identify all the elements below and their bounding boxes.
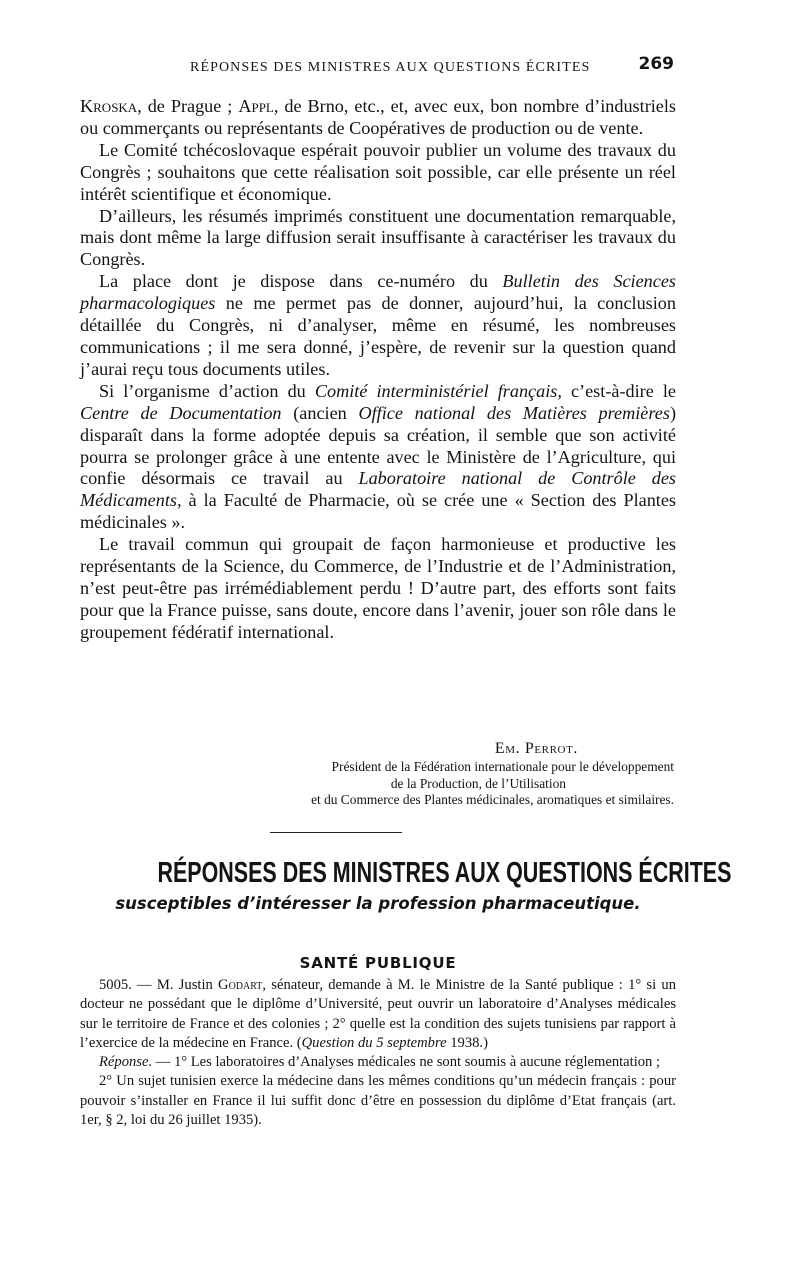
text-run: 5005. — M. Justin	[99, 977, 219, 993]
text-run: c’est-à-dire le	[561, 380, 676, 401]
organisation-name: Office national des Matières premières	[358, 402, 670, 423]
person-name: Godart	[218, 977, 263, 993]
text-run: , de Prague ;	[137, 96, 239, 116]
signature-name: Em. Perrot.	[494, 740, 578, 757]
running-header	[80, 52, 676, 82]
text-run: (ancien	[281, 402, 359, 423]
paragraph-4	[80, 271, 676, 381]
paragraph-3: D’ailleurs, les résumés imprimés constituent une documentation remarquable, mais dont même la large diffusion serait insuffisante à caractériser les travaux du Congrès.	[80, 205, 676, 270]
text-run: ne me permet pas de donner, aujourd’hui, la conclusion détaillée du Congrès, ni d’analyser, même en résumé, les nombreuses communications ; il me sera donné, j’espère, de revenir sur la question quand j’aurai reçu tous documents utiles.	[80, 293, 676, 379]
paragraph-2: Le Comité tchécoslovaque espérait pouvoir publier un volume des travaux du Congrès ; souhaitons que cette réalisation soit possible, car elle présente un réel intérêt scientifique et économique.	[80, 139, 676, 204]
text-run: Si l’organisme d’action du	[99, 380, 315, 401]
question-date: Question du 5 septembre	[301, 1034, 447, 1051]
organisation-name: Centre de Documentation	[80, 402, 282, 423]
text-run: La place dont je dispose dans ce-numéro du	[99, 271, 503, 292]
section-title: RÉPONSES DES MINISTRES AUX QUESTIONS ÉCRITES	[157, 857, 732, 889]
question-answer-block	[80, 976, 676, 1130]
text-run: 1938.)	[446, 1034, 488, 1051]
signature-title-line: Président de la Fédération internationale pour le développement	[331, 759, 674, 774]
article-body	[80, 96, 676, 644]
answer-label: Réponse.	[99, 1054, 153, 1071]
page-number: 269	[638, 54, 674, 74]
person-name: Appl	[238, 96, 274, 116]
text-run: à la Faculté de Pharmacie, où se crée une « Section des Plantes médicinales ».	[80, 490, 676, 533]
journal-title: Bulletin des Sciences pharmacologiques	[80, 271, 676, 314]
text-run: , de Brno, etc., et, avec eux, bon nombre d’industriels ou commerçants ou représentants de Coopératives de production ou de vente.	[80, 96, 677, 138]
signature-title-line: et du Commerce des Plantes médicinales, aromatiques et similaires.	[311, 792, 674, 807]
text-run: ) disparaît dans la forme adoptée depuis sa création, il semble que son activité pourra se prolonger grâce à une entente avec le Ministère de l’Agriculture, qui confie désormais ce travail au	[80, 402, 676, 489]
section-subtitle: susceptibles d’intéresser la profession pharmaceutique.	[115, 894, 641, 913]
question-paragraph	[80, 976, 676, 1053]
organisation-name: Comité interministériel français,	[314, 380, 562, 401]
section-divider	[270, 832, 402, 833]
person-name: Kroska	[80, 96, 138, 116]
running-title: RÉPONSES DES MINISTRES AUX QUESTIONS ÉCRITES	[190, 60, 591, 75]
text-run: , sénateur, demande à M. le Ministre de la Santé publique : 1° si un docteur ne possédant que le diplôme d’Université, peut ouvrir un laboratoire d’Analyses médicales sur le territoire de France et des colonies ; 2° quelle est la condition des sujets tunisiens par rapport à l’exercice de la médecine en France. (	[80, 977, 676, 1051]
signature-block	[80, 738, 676, 809]
paragraph-6: Le travail commun qui groupait de façon harmonieuse et productive les représentants de la Science, du Commerce, de l’Industrie et de l’Administration, n’est peut-être pas irrémédiablement perdu ! D’autre part, des efforts sont faits pour que la France puisse, sans doute, encore dans l’avenir, jouer son rôle dans le groupement fédératif international.	[80, 534, 676, 642]
answer-paragraph-2: 2° Un sujet tunisien exerce la médecine dans les mêmes conditions qu’un médecin français : pour pouvoir s’installer en France il lui suffit donc d’être en possession du diplôme d’Etat français (art. 1er, § 2, loi du 26 juillet 1935).	[80, 1073, 676, 1129]
signature-title-line: de la Production, de l’Utilisation	[390, 775, 566, 791]
organisation-name: Laboratoire national de Contrôle des Médicaments,	[80, 468, 677, 511]
text-run: — 1° Les laboratoires d’Analyses médicales ne sont soumis à aucune réglementation ;	[152, 1054, 661, 1071]
subsection-title: SANTÉ PUBLIQUE	[299, 954, 457, 972]
paragraph-5	[80, 381, 676, 534]
answer-paragraph	[80, 1053, 676, 1072]
paragraph-1	[80, 96, 676, 140]
